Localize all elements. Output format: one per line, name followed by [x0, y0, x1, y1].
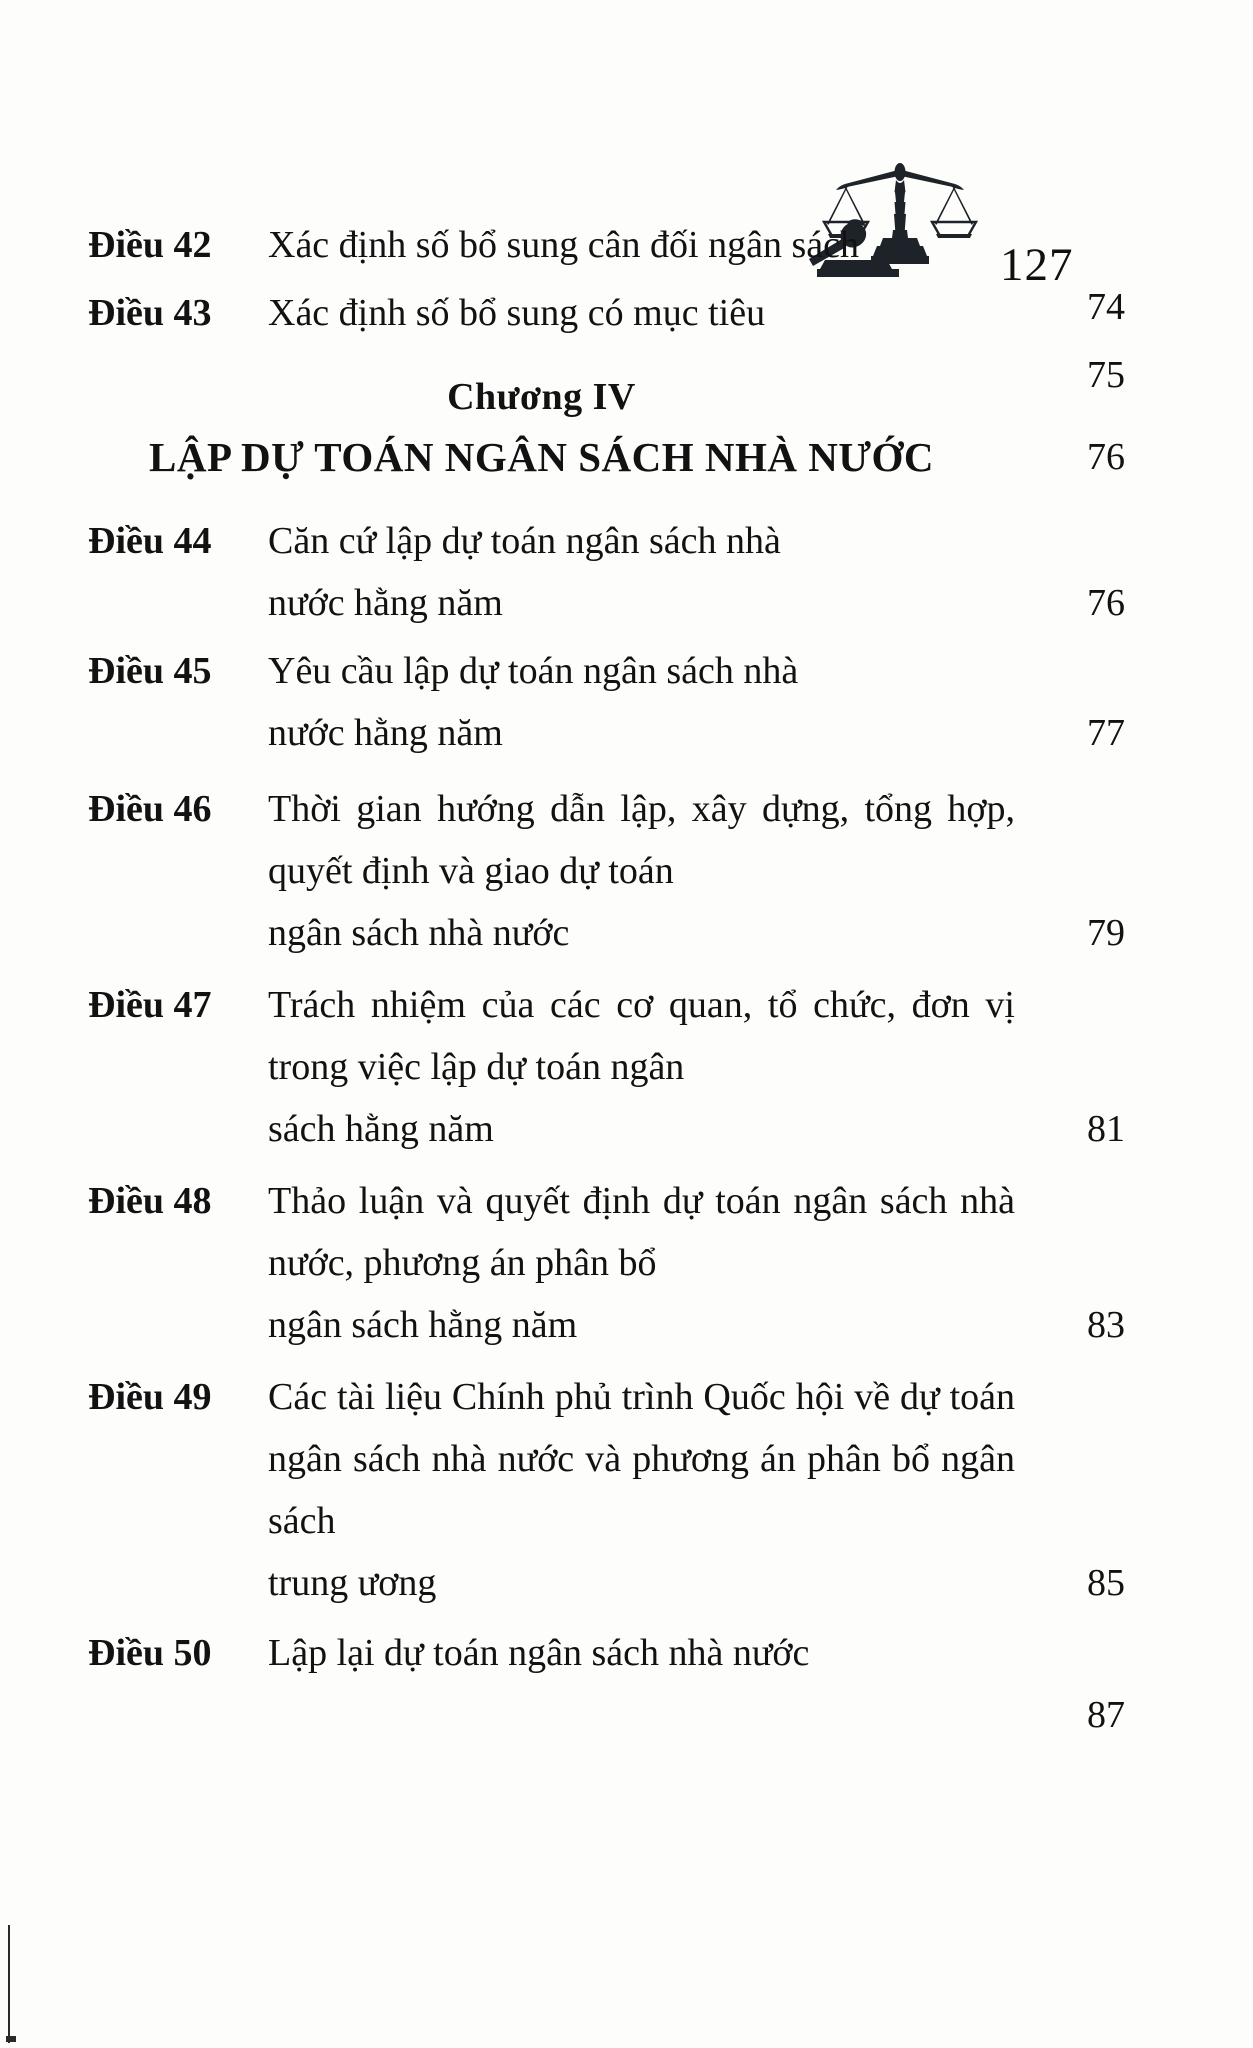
toc-entry-dieu-46[interactable] — [0, 778, 1253, 974]
toc-entry-title-head: Thảo luận và quyết định dự toán ngân sách nhà nước, phương án phân bổ — [268, 1180, 1015, 1284]
toc-entry-label: Điều 43 — [88, 292, 212, 334]
scan-artifact-foot — [6, 2036, 16, 2042]
toc-entry-title — [268, 778, 1015, 964]
toc-entry-dieu-44[interactable] — [0, 510, 1253, 640]
toc-entry-label: Điều 45 — [88, 650, 212, 692]
toc-entry-title-head: Yêu cầu lập dự toán ngân sách nhà — [268, 650, 799, 692]
chapter-title-row — [0, 426, 1253, 488]
toc-entry-title — [268, 1170, 1015, 1356]
toc-entry-dieu-49[interactable] — [0, 1366, 1253, 1622]
toc-entry-page: 77 — [1087, 712, 1125, 754]
chapter-number: Chương IV — [447, 376, 636, 418]
toc-entry-title-head: Các tài liệu Chính phủ trình Quốc hội về dự toán ngân sách nhà nước và phương án phân bổ ngân sách — [268, 1376, 1015, 1542]
toc-entry-title — [268, 510, 1015, 634]
toc-entry-title-tail: ngân sách hằng năm — [268, 1304, 578, 1346]
toc-entry-label: Điều 48 — [88, 1180, 212, 1222]
toc-entry-title-tail: ngân sách nhà nước — [268, 912, 570, 954]
toc-entry-title-tail: sách hằng năm — [268, 1108, 494, 1150]
toc-entry-title-head: Căn cứ lập dự toán ngân sách nhà — [268, 520, 781, 562]
toc-entry-title — [268, 640, 1015, 764]
toc-entry-title-tail: nước hằng năm — [268, 582, 503, 624]
toc-entry-dieu-48[interactable] — [0, 1170, 1253, 1366]
toc-entry-label: Điều 46 — [88, 788, 212, 830]
toc-entry-label: Điều 42 — [88, 224, 212, 266]
toc-entry-title — [268, 1366, 1015, 1614]
toc-entry-label: Điều 44 — [88, 520, 212, 562]
toc-entry-page: 74 — [1087, 286, 1125, 328]
toc-entry-title-head: Trách nhiệm của các cơ quan, tổ chức, đơn vị trong việc lập dự toán ngân — [268, 984, 1015, 1088]
toc-entry-dieu-43[interactable] — [0, 282, 1253, 396]
toc-entry-label: Điều 47 — [88, 984, 212, 1026]
toc-entry-title: Xác định số bổ sung có mục tiêu — [268, 292, 766, 334]
table-of-contents — [0, 214, 1253, 1736]
chapter-page: 76 — [1087, 436, 1125, 478]
toc-entry-title: Xác định số bổ sung cân đối ngân sách — [268, 224, 859, 266]
toc-entry-page: 85 — [1087, 1562, 1125, 1604]
toc-entry-page: 83 — [1087, 1304, 1125, 1346]
toc-entry-dieu-45[interactable] — [0, 640, 1253, 778]
toc-entry-title-head: Thời gian hướng dẫn lập, xây dựng, tổng hợp, quyết định và giao dự toán — [268, 788, 1015, 892]
toc-entry-page: 75 — [1087, 354, 1125, 396]
toc-entry-title-tail: trung ương — [268, 1562, 437, 1604]
toc-entry-page: 76 — [1087, 582, 1125, 624]
toc-entry-label: Điều 50 — [88, 1632, 212, 1674]
scan-artifact-line — [8, 1925, 10, 2043]
toc-entry-title: Lập lại dự toán ngân sách nhà nước — [268, 1632, 810, 1674]
toc-entry-page: 79 — [1087, 912, 1125, 954]
page-number: 127 — [1000, 239, 1074, 291]
toc-entry-title — [268, 974, 1015, 1160]
toc-entry-label: Điều 49 — [88, 1376, 212, 1418]
toc-entry-title-tail: nước hằng năm — [268, 712, 503, 754]
toc-entry-page: 87 — [1087, 1694, 1125, 1736]
toc-entry-dieu-47[interactable] — [0, 974, 1253, 1170]
toc-entry-dieu-50[interactable] — [0, 1622, 1253, 1736]
chapter-title: LẬP DỰ TOÁN NGÂN SÁCH NHÀ NƯỚC — [149, 434, 934, 480]
toc-entry-page: 81 — [1087, 1108, 1125, 1150]
